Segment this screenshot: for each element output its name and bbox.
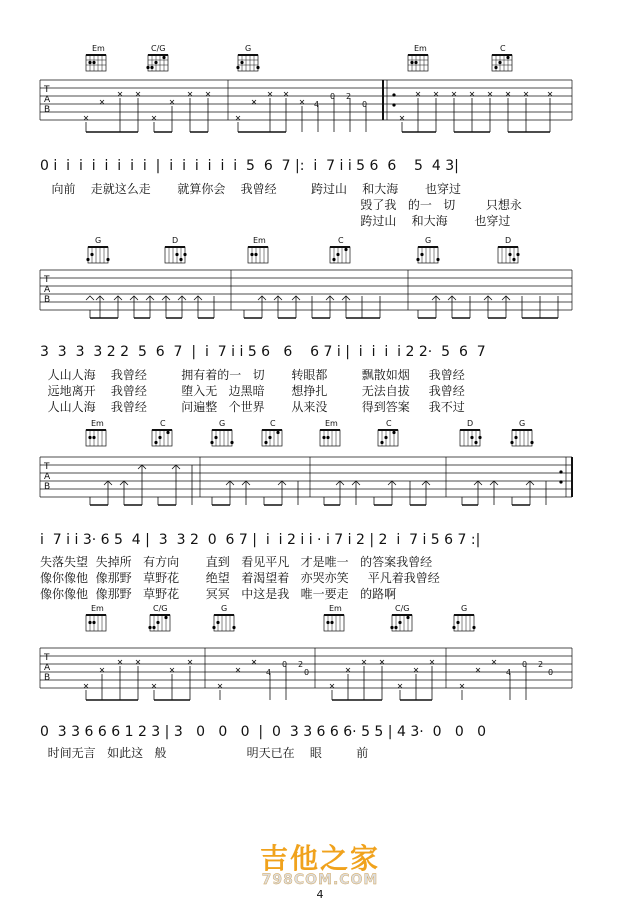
chord-label: Em [91,604,104,613]
lyric-line-1-3: 跨过山 和大海 也穿过 [40,214,511,228]
brand-logo-site: 798COM.COM [261,872,379,888]
tab-letter: A [44,472,51,482]
tab-letter: A [44,285,51,295]
page-number: 4 [316,888,324,901]
chord-diagram-d-3 [460,419,482,446]
tab-letter: A [44,663,51,673]
lyric-line-2-2: 远地离开 我曾经 堕入无 边黑暗 想挣扎 无法自拔 我曾经 [40,384,465,398]
chord-diagram-c-1 [492,44,512,71]
lyric-line-2-3: 人山人海 我曾经 问遍整 个世界 从来没 得到答案 我不过 [40,400,465,414]
chord-diagram-em-6 [86,604,106,631]
lyric-line-3-2: 像你像他 像那野 草野花 绝望 着渴望着 亦哭亦笑 平凡着我曾经 [40,571,440,585]
chord-label: C [386,419,392,428]
chord-diagram-g-6 [212,604,235,631]
tab-letter: B [44,105,51,115]
chord-diagram-d-2 [498,236,520,263]
chord-label: D [505,236,512,245]
jianpu-notes-1: 0 i i i i i i i i | i i i i i i 5 6 7 |: i 7 i i 5 6 6 5 4 3| [40,158,459,174]
chord-label: Em [325,419,338,428]
tab-strums [90,465,546,505]
lyric-line-3-1: 失落失望 失掉所 有方向 直到 看见平凡 才是唯一 的答案我曾经 [40,555,433,569]
chord-label: C/G [395,604,410,613]
lyric-line-3-3: 像你像他 像那野 草野花 冥冥 中这是我 唯一要走 的路啊 [40,587,397,601]
chord-label: G [519,419,526,428]
chord-label: C [338,236,344,245]
svg-text:0: 0 [330,92,336,101]
tab-letter: B [44,482,51,492]
chord-diagram-d-1 [165,236,187,263]
chord-diagram-g-3 [416,236,439,263]
chord-diagram-em-3 [248,236,268,263]
chord-label: D [172,236,179,245]
chord-diagram-c-4 [262,419,282,446]
chord-label: C/G [151,44,166,53]
tab-letter: B [44,673,51,683]
tab-letter: T [44,653,50,663]
chord-diagram-g-5 [510,419,533,446]
chord-label: C [500,44,506,53]
chord-label: C [270,419,276,428]
brand-logo-title: 吉他之家 [259,842,380,875]
tab-letter: T [44,85,50,95]
svg-text:0: 0 [304,668,310,677]
svg-text:4: 4 [314,100,320,109]
tab-letter: A [44,95,51,105]
tab-letter: T [44,275,50,285]
lyric-line-1-1: 向前 走就这么走 就算你会 我曾经 跨过山 和大海 也穿过 [40,182,461,196]
chord-label: D [467,419,474,428]
jianpu-notes-4: 0 3 3 6 6 6 1 2 3 | 3 0 0 0 | 0 3 3 6 6 6· 5 5 | 4 3· 0 0 0 [40,724,486,740]
tab-staff-lines [40,457,572,497]
chord-diagram-em-1 [86,44,106,71]
svg-text:4: 4 [266,668,272,677]
chord-label: Em [92,44,105,53]
chord-diagram-g-7 [452,604,475,631]
tab-letter: B [44,295,51,305]
chord-diagram-c-5 [378,419,398,446]
chord-label: G [425,236,432,245]
chord-label: Em [253,236,266,245]
tab-system-4 [0,600,640,720]
chord-diagram-c-g-3 [390,604,412,631]
tab-letter: T [44,462,50,472]
svg-text:0: 0 [522,660,528,669]
svg-text:2: 2 [346,92,352,101]
chord-label: C [160,419,166,428]
chord-diagram-em-5 [320,419,340,446]
chord-label: Em [414,44,427,53]
tab-strums [86,296,558,318]
svg-text:4: 4 [506,668,512,677]
chord-label: Em [329,604,342,613]
chord-diagram-em-2 [408,44,428,71]
chord-diagram-g-4 [210,419,233,446]
lyric-line-2-1: 人山人海 我曾经 拥有着的一 切 转眼都 飘散如烟 我曾经 [40,368,465,382]
jianpu-notes-3: i 7 i i 3· 6 5 4 | 3 3 2 0 6 7 | i i 2 i i · i 7 i 2 | 2 i 7 i 5 6 7 :| [40,532,481,548]
chord-label: G [219,419,226,428]
chord-label: C/G [153,604,168,613]
chord-label: Em [91,419,104,428]
svg-text:0: 0 [362,100,368,109]
chord-diagram-g-1 [236,44,259,71]
svg-text:0: 0 [282,660,288,669]
chord-label: G [245,44,252,53]
svg-text:0: 0 [548,668,554,677]
chord-label: G [461,604,468,613]
lyric-line-4-1: 时间无言 如此这 般 明天已在 眼 前 [40,746,369,760]
chord-label: G [221,604,228,613]
chord-diagram-c-g-2 [148,604,170,631]
chord-diagram-em-4 [86,419,106,446]
chord-diagram-c-g-1 [146,44,168,71]
chord-diagram-c-2 [330,236,350,263]
jianpu-notes-2: 3 3 3 3 2 2 5 6 7 | i 7 i i 5 6 6 6 7 i | i i i i 2 2· 5 6 7 [40,344,486,360]
fret-numbers [314,92,367,109]
svg-text:2: 2 [298,660,304,669]
chord-diagram-g-2 [86,236,109,263]
fret-numbers [266,660,553,677]
chord-diagram-em-7 [324,604,344,631]
svg-text:2: 2 [538,660,544,669]
chord-diagram-c-3 [152,419,172,446]
tab-staff-lines [40,270,572,310]
chord-label: G [95,236,102,245]
lyric-line-1-2: 毁了我 的一 切 只想永 [40,198,522,212]
